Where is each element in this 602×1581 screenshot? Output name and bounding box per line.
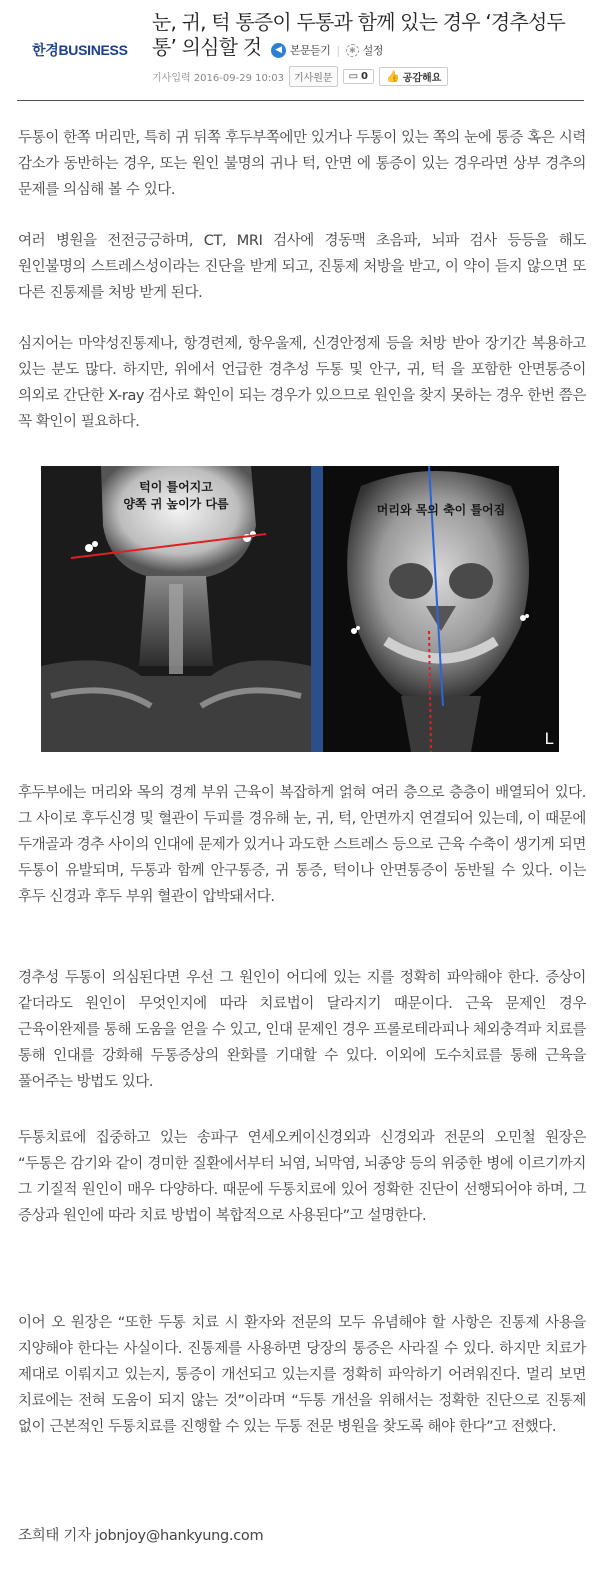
thumbs-up-icon: 👍 [386,70,400,83]
xray-left-caption-2: 양쪽 귀 높이가 다름 [123,497,229,511]
article-paragraph: 경추성 두통이 의심된다면 우선 그 원인이 어디에 있는 지를 정확히 파악해야 한다. 증상이 같더라도 원인이 무엇인지에 따라 치료법이 달라지기 때문이다. 근육 문제인 경우 근육이완제를 통해 도움을 얻을 수 있고, 인대 문제인 경우 프롤로테라피나 체외충격파 치료를 통해 인대를 강화해 두통증상의 완화를 기대할 수 있다. 이외에 도수치료를 통해 근육을 풀어주는 방법도 있다. [18,970,586,1090]
listen-button[interactable]: 본문듣기 [289,44,331,57]
article-paragraph: 이어 오 원장은 “또한 두통 치료 시 환자와 전문의 모두 유념해야 할 사항은 진통제 사용을 지양해야 한다는 사실이다. 진통제를 사용하면 당장의 통증은 사라질 수 있다. 하지만 치료가 제대로 이뤄지고 있는지, 통증이 개선되고 있는지를 정확히 파악하기 어려워진다. 멀리 보면 치료에는 전혀 도움이 되지 않는 것”이라며 “두통 개선을 위해서는 정확한 진단으로 진통제 없이 근본적인 두통치료를 진행할 수 있는 두통 전문 병원을 찾도록 해야 한다”고 전했다. [18,1315,586,1435]
xray-left-caption-1: 턱이 틀어지고 [139,480,213,494]
headline-text: 눈, 귀, 턱 통증이 두통과 함께 있는 경우 ‘경추성두통’ 의심할 것 [152,10,566,59]
article-paragraph: 후두부에는 머리와 목의 경계 부위 근육이 복잡하게 얽혀 여러 층으로 층층이 배열되어 있다. 그 사이로 후두신경 및 혈관이 두피를 경유해 눈, 귀, 턱, 안면까지 연결되어 있는데, 이 때문에 두개골과 경추 사이의 인대에 문제가 있거나 과도한 스트레스 등으로 근육 수축이 생기게 되면 두통이 유발되며, 두통과 함께 안구통증, 귀 통증, 턱이나 안면통증이 동반될 수 있다. 이는 후두 신경과 후두 부위 혈관이 압박돼서다. [18,785,586,905]
publisher-logo[interactable]: 한경BUSINESS [32,42,128,58]
gear-icon[interactable]: ✱ [346,44,359,57]
comment-count: 0 [361,71,368,82]
article-paragraph: 여러 병원을 전전긍긍하며, CT, MRI 검사에 경동맥 초음파, 뇌파 검사 등등을 해도 원인불명의 스트레스성이라는 진단을 받게 되고, 진통제 처방을 받고, 이 약이 듣지 않으면 또 다른 진통제를 처방 받게 된다. [18,233,586,301]
article-paragraph: 두통이 한쪽 머리만, 특히 귀 뒤쪽 후두부쪽에만 있거나 두통이 있는 쪽의 눈에 통증 혹은 시력 감소가 동반하는 경우, 또는 원인 불명의 귀나 턱, 안면 에 통증이 있는 경우라면 상부 경추의 문제를 의심해 볼 수 있다. [18,130,586,198]
xray-right-caption: 머리와 목의 축이 틀어짐 [376,503,506,517]
speaker-icon[interactable]: ◀ [271,43,286,58]
settings-button[interactable]: 설정 [362,44,383,57]
article-paragraph: 두통치료에 집중하고 있는 송파구 연세오케이신경외과 신경외과 전문의 오민철 원장은 “두통은 감기와 같이 경미한 질환에서부터 뇌염, 뇌막염, 뇌종양 등의 위중한 병에 이르기까지 그 기질적 원인이 매우 다양하다. 때문에 두통치료에 있어 정확한 진단이 선행되어야 하며, 그 증상과 원인에 따라 치료 방법이 복합적으로 사용된다”고 설명한다. [18,1130,586,1224]
comment-button[interactable] [343,69,374,84]
comment-icon: ▭ [348,71,359,82]
article-paragraph: 심지어는 마약성진통제나, 항경련제, 항우울제, 신경안정제 등을 처방 받아 장기간 복용하고 있는 분도 많다. 하지만, 위에서 언급한 경추성 두통 및 안구, 귀, 턱 을 포함한 안면통증이 의외로 간단한 X-ray 검사로 확인이 되는 경우가 있으므로 원인을 찾지 못하는 경우 한번 쯤은 꼭 확인이 필요하다. [18,336,586,430]
xray-figure [41,466,559,752]
publish-date: 기사입력 2016-09-29 10:03 [152,73,284,84]
xray-left-panel [41,466,311,752]
article-headline [152,10,582,63]
xray-image [41,466,559,752]
reporter-byline: 조희태 기자 jobnjoy@hankyung.com [18,1528,264,1544]
original-article-button[interactable]: 기사원문 [289,66,338,87]
like-button[interactable] [379,67,448,86]
like-label: 공감해요 [402,73,442,84]
header-divider [17,100,584,101]
article-meta [152,66,448,87]
panel-divider [311,466,323,752]
article-header [0,0,602,100]
xray-side-marker: L [544,729,554,748]
xray-right-panel [323,466,559,752]
tools-separator: | [336,44,340,57]
article-tools [271,38,383,63]
